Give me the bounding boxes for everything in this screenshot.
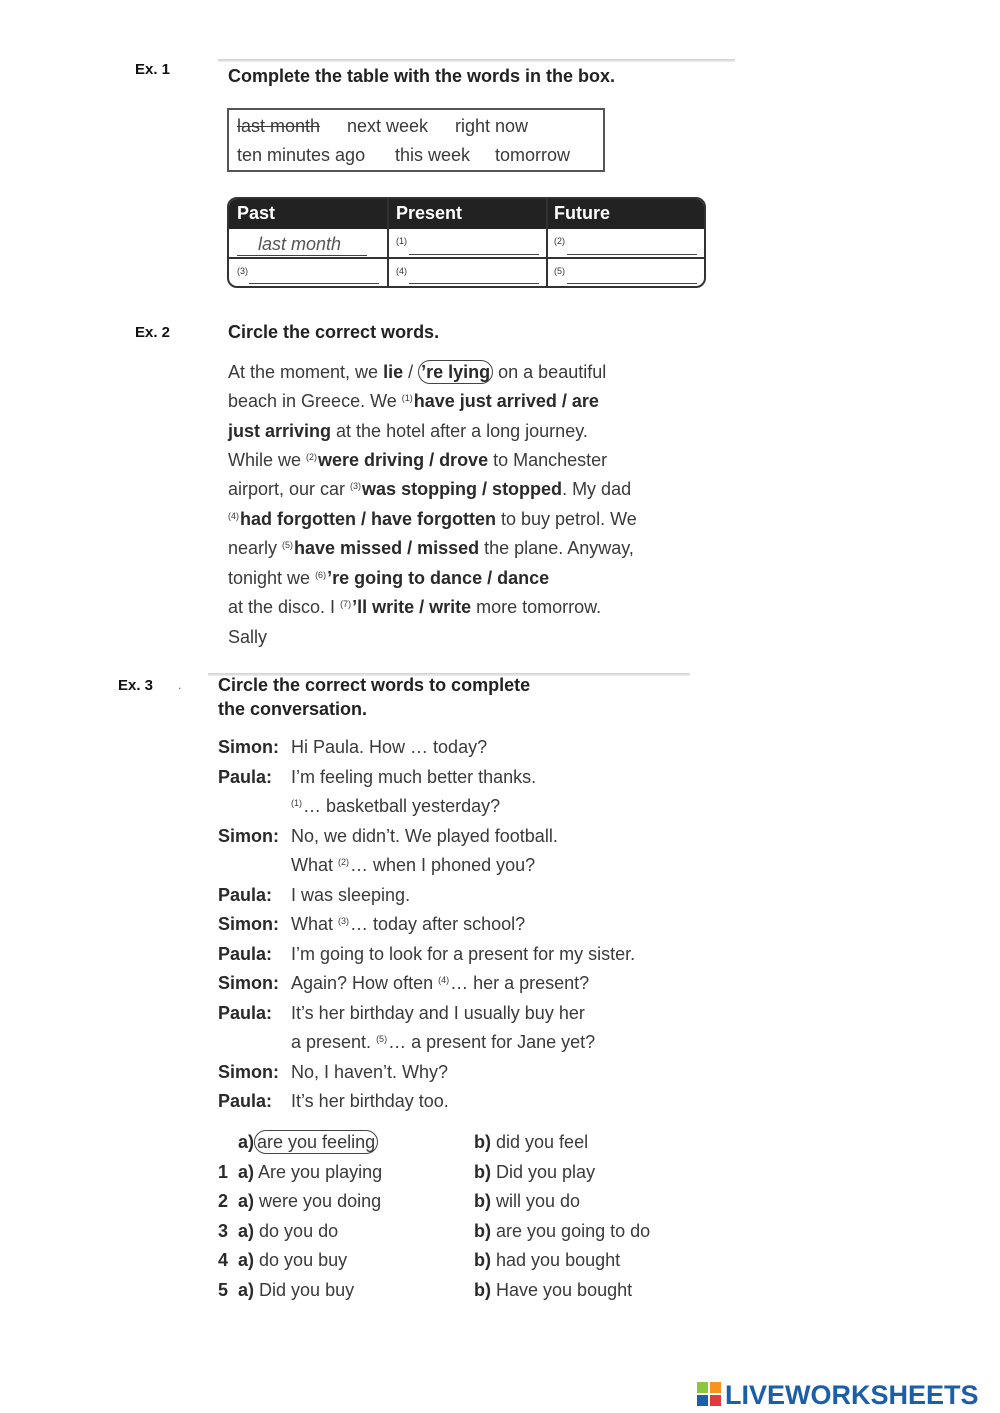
answer-blank-4[interactable] xyxy=(409,283,539,284)
ex2-signature: Sally xyxy=(228,627,268,647)
word-box-item: this week xyxy=(395,145,471,165)
ex2-title: Circle the correct words. xyxy=(228,322,440,342)
circled-answer[interactable]: ’re lying xyxy=(418,360,493,384)
option-pair[interactable]: ’re going to dance / dance xyxy=(327,568,550,588)
word-box-item: last month xyxy=(237,116,321,136)
dialogue-line: Paula: I was sleeping. xyxy=(218,885,411,905)
option-b[interactable]: b) did you feel xyxy=(474,1132,589,1152)
dialogue-line: Paula: It’s her birthday too. xyxy=(218,1091,449,1111)
dialogue-line: a present. $^{(5)}$… a present for Jane yet? xyxy=(291,1032,596,1052)
ex2-line: At the moment, we lie / ’re lying on a beautiful xyxy=(228,362,607,382)
ex3-dot: . xyxy=(178,678,182,692)
option-b[interactable]: b) are you going to do xyxy=(474,1221,651,1241)
dialogue-line: Simon: Hi Paula. How … today? xyxy=(218,737,488,757)
option-pair[interactable]: had forgotten / have forgotten xyxy=(240,509,496,529)
option-b[interactable]: b) had you bought xyxy=(474,1250,621,1270)
ex3-title-line1: Circle the correct words to complete xyxy=(218,675,531,695)
option-pair[interactable]: just arriving xyxy=(228,421,332,441)
blank-number: (3) xyxy=(237,266,248,276)
blank-number: (5) xyxy=(554,266,565,276)
word-box-item: ten minutes ago xyxy=(237,145,366,165)
blank-number: (1) xyxy=(396,236,407,246)
table-header-row xyxy=(229,199,704,229)
ex2-label: Ex. 2 xyxy=(135,324,171,341)
word-box-item: right now xyxy=(455,116,529,136)
dialogue-line: Simon: No, I haven’t. Why? xyxy=(218,1062,449,1082)
ex2-line: $^{(4)}$had forgotten / have forgotten to buy petrol. We xyxy=(228,509,637,529)
circled-answer[interactable]: are you feeling xyxy=(254,1130,378,1154)
option-b[interactable]: b) Did you play xyxy=(474,1162,596,1182)
word-box xyxy=(227,108,605,172)
option-word[interactable]: lie xyxy=(383,362,404,382)
ex2-line: While we $^{(2)}$were driving / drove to Manchester xyxy=(228,450,608,470)
dialogue-line: $^{(1)}$… basketball yesterday? xyxy=(291,796,501,816)
answer-blank-5[interactable] xyxy=(567,283,697,284)
answer-blank-1[interactable] xyxy=(409,254,539,255)
ex2-line: nearly $^{(5)}$have missed / missed the plane. Anyway, xyxy=(228,538,634,558)
option-pair[interactable]: have just arrived / are xyxy=(413,391,599,411)
header-past: Past xyxy=(237,203,276,223)
word-box-item: next week xyxy=(347,116,429,136)
ex2-line: tonight we $^{(6)}$’re going to dance / dance xyxy=(228,568,550,588)
option-b[interactable]: b) Have you bought xyxy=(474,1280,633,1300)
option-pair[interactable]: was stopping / stopped xyxy=(362,479,563,499)
dialogue-line: What $^{(2)}$… when I phoned you? xyxy=(291,855,536,875)
option-a[interactable]: 1 a) Are you playing xyxy=(218,1162,383,1182)
ex1-title: Complete the table with the words in the box. xyxy=(228,66,616,86)
logo-icon xyxy=(697,1382,721,1406)
ex2-line: just arriving at the hotel after a long journey. xyxy=(228,421,588,441)
example-answer: last month xyxy=(258,234,342,254)
header-future: Future xyxy=(554,203,610,223)
ex1-top-rule xyxy=(218,59,735,62)
word-box-item: tomorrow xyxy=(495,145,571,165)
blank-number: (4) xyxy=(396,266,407,276)
header-present: Present xyxy=(396,203,463,223)
dialogue-line: Paula: I’m going to look for a present for my sister. xyxy=(218,944,636,964)
dialogue-line: Simon: No, we didn’t. We played football. xyxy=(218,826,558,846)
blank-number: (2) xyxy=(554,236,565,246)
dialogue-line: Simon: What $^{(3)}$… today after school? xyxy=(218,914,526,934)
ex3-label: Ex. 3 xyxy=(118,677,154,694)
option-a[interactable]: 4 a) do you buy xyxy=(218,1250,348,1270)
ex2-line: airport, our car $^{(3)}$was stopping / stopped. My dad xyxy=(228,479,632,499)
ex3-title-line2: the conversation. xyxy=(218,699,368,719)
dialogue-line: Paula: I’m feeling much better thanks. xyxy=(218,767,537,787)
ex1-label: Ex. 1 xyxy=(135,61,171,78)
answer-blank-2[interactable] xyxy=(567,254,697,255)
liveworksheets-logo xyxy=(697,1380,991,1408)
dialogue-line: Paula: It’s her birthday and I usually buy her xyxy=(218,1003,585,1023)
option-a[interactable]: 2 a) were you doing xyxy=(218,1191,382,1211)
option-row-example: a) are you feeling xyxy=(218,1132,378,1153)
option-pair[interactable]: were driving / drove xyxy=(318,450,489,470)
ex2-line: beach in Greece. We $^{(1)}$have just arrived / are xyxy=(228,391,599,411)
dialogue-line: Simon: Again? How often $^{(4)}$… her a present? xyxy=(218,973,590,993)
ex2-line: at the disco. I $^{(7)}$’ll write / write more tomorrow. xyxy=(228,597,602,617)
option-a[interactable]: 3 a) do you do xyxy=(218,1221,339,1241)
option-pair[interactable]: have missed / missed xyxy=(294,538,480,558)
option-b[interactable]: b) will you do xyxy=(474,1191,581,1211)
tense-table xyxy=(227,197,706,288)
option-pair[interactable]: ’ll write / write xyxy=(352,597,472,617)
option-a[interactable]: 5 a) Did you buy xyxy=(218,1280,355,1300)
logo-text: LIVEWORKSHEETS xyxy=(725,1380,979,1410)
answer-blank-3[interactable] xyxy=(249,283,379,284)
